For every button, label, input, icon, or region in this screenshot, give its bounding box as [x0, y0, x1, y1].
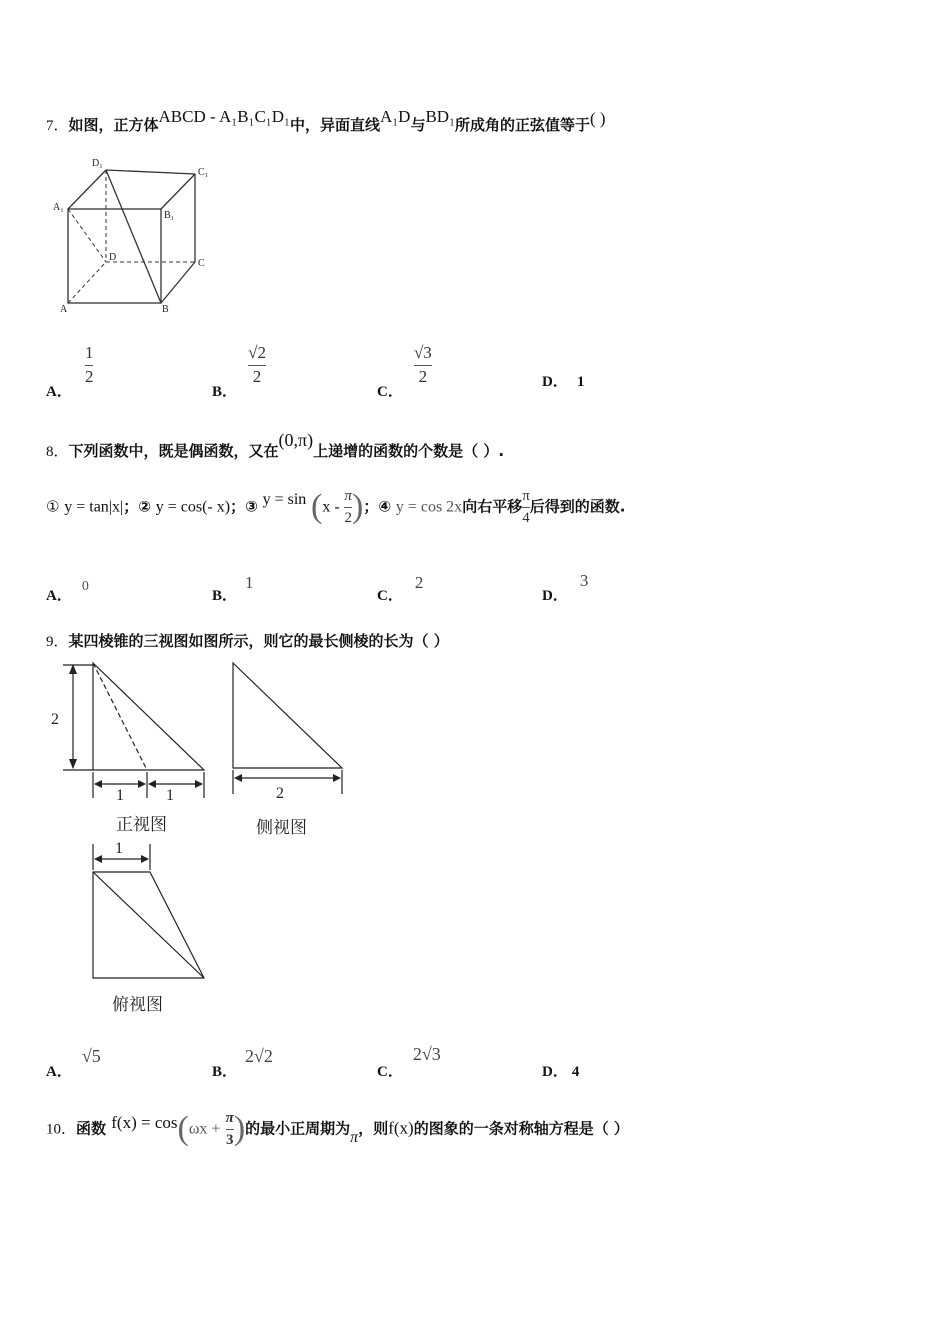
option-value: 0 [81, 579, 89, 594]
option-fraction [414, 344, 432, 386]
fraction-denominator: 3 [225, 1131, 234, 1148]
top-width-label: 1 [115, 840, 123, 857]
q8-text-b: 上递增的函数的个数是（ ）. [313, 442, 505, 460]
paren-open: ( [311, 488, 323, 525]
separator: ； [123, 497, 139, 516]
q7-number: 7． [46, 118, 69, 134]
option-letter: A． [46, 383, 72, 400]
edge-d1c1 [106, 170, 195, 174]
option-value: 2√3 [412, 1044, 441, 1064]
q9-number: 9． [46, 634, 69, 650]
q7-option-c[interactable] [377, 343, 432, 400]
q10-function-2: f(x) [388, 1118, 414, 1138]
q7-cube-name: ABCD - A₁B₁C₁D₁ [158, 107, 290, 126]
separator: ； [363, 497, 379, 516]
option-letter: D． [542, 1064, 568, 1080]
q8-interval: (0,π) [278, 430, 314, 450]
top-view-caption: 俯视图 [112, 995, 163, 1015]
f2-expression: y = cos(- x) [155, 498, 231, 516]
top-diagonal [93, 872, 204, 978]
option-value: 3 [579, 571, 589, 590]
f4-end: 后得到的函数. [529, 497, 626, 516]
side-view [228, 660, 348, 800]
fraction-numerator: π [225, 1110, 234, 1126]
fraction-denominator: 2 [252, 366, 262, 386]
option-letter: D． [542, 374, 568, 390]
front-width-label-2: 1 [166, 787, 174, 800]
q7-line2: BD₁ [425, 107, 455, 126]
option-letter: B． [212, 588, 238, 604]
label-d: D [109, 252, 117, 263]
q10-inner: ωx + [188, 1120, 221, 1138]
q10-text-d: 的图象的一条对称轴方程是（ ） [413, 1119, 629, 1138]
option-letter: A． [46, 1064, 72, 1080]
q10-number: 10． [46, 1121, 77, 1138]
side-view-caption: 侧视图 [256, 818, 307, 838]
option-letter: D． [542, 588, 568, 604]
option-value: 2√2 [245, 1046, 273, 1066]
q7-stem [46, 107, 606, 135]
fraction-numerator: 1 [84, 343, 94, 362]
q8-number: 8． [46, 444, 69, 460]
edge-bc [161, 262, 195, 303]
option-value: 2 [414, 573, 424, 592]
q9-option-d[interactable] [542, 1060, 579, 1081]
fraction-numerator: π [522, 488, 530, 504]
f1-expression: y = tan|x| [64, 498, 124, 516]
q9-option-b[interactable] [212, 1046, 273, 1080]
cube-figure [50, 152, 220, 318]
fraction-denominator: 2 [418, 366, 428, 386]
paren-open: ( [177, 1110, 189, 1147]
label-d1: D₁ [92, 158, 103, 169]
q10-function: f(x) = cos [111, 1112, 178, 1132]
q8-functions [46, 488, 625, 526]
q9-option-c[interactable] [377, 1044, 441, 1080]
fraction-denominator: 2 [84, 366, 94, 386]
q9-option-a[interactable] [46, 1046, 101, 1080]
front-view-caption: 正视图 [116, 815, 167, 835]
q10-stem [46, 1110, 629, 1148]
option-value: 4 [571, 1064, 580, 1080]
q8-option-b[interactable] [212, 572, 254, 604]
option-letter: B． [212, 383, 238, 400]
shift-fraction [522, 488, 530, 526]
f4-expression: y = cos 2x [395, 498, 463, 516]
label-a1: A₁ [53, 202, 64, 213]
option-fraction [85, 344, 94, 386]
option-value: 1 [245, 573, 254, 592]
f3-mark: ③ [245, 497, 258, 516]
q9-text: 某四棱锥的三视图如图所示，则它的最长侧棱的长为（ ） [68, 632, 449, 650]
option-letter: B． [212, 1064, 238, 1080]
q7-blank: ( ) [590, 109, 606, 128]
fraction-denominator: 2 [344, 509, 352, 526]
fraction-denominator: 4 [522, 509, 530, 526]
option-letter: C． [377, 588, 403, 604]
paren-close: ) [352, 488, 364, 525]
q7-option-a[interactable] [46, 343, 94, 400]
front-hidden-edge [93, 663, 147, 770]
q7-text-c: 与 [410, 116, 426, 134]
f1-mark: ① [46, 497, 60, 516]
f3-prefix: y = sin [262, 490, 307, 508]
front-width-label-1: 1 [116, 787, 124, 800]
paren-close: ) [233, 1110, 246, 1147]
label-c: C [198, 258, 205, 269]
edge-ad-hidden [68, 262, 106, 303]
f3-fraction [344, 488, 352, 526]
label-a: A [60, 304, 68, 315]
line-a1d-hidden [68, 209, 106, 262]
q8-stem [46, 430, 505, 461]
front-view [46, 660, 216, 800]
f3-inner: x - [322, 498, 340, 516]
option-value: √5 [81, 1046, 101, 1066]
q7-option-b[interactable] [212, 343, 266, 400]
q8-option-a[interactable] [46, 574, 89, 604]
label-c1: C₁ [198, 167, 209, 178]
option-value: 1 [576, 374, 585, 390]
q8-option-d[interactable] [542, 570, 589, 604]
fraction-numerator: √2 [248, 343, 266, 362]
label-b1: B₁ [164, 210, 175, 221]
q10-period: π [350, 1128, 359, 1146]
top-view [86, 838, 216, 984]
q10-text-c: ，则 [358, 1119, 389, 1138]
q7-text-a: 如图，正方体 [68, 116, 159, 134]
option-fraction [248, 344, 266, 386]
q7-text-d: 所成角的正弦值等于 [455, 116, 591, 134]
q10-fraction [226, 1110, 234, 1148]
fraction-numerator: √3 [413, 343, 432, 362]
q8-option-c[interactable] [377, 572, 424, 604]
option-letter: C． [377, 383, 403, 400]
front-height-label: 2 [51, 711, 59, 728]
f2-mark: ② [138, 497, 151, 516]
f4-text: 向右平移 [462, 497, 523, 516]
fraction-numerator: π [344, 488, 352, 504]
edge-b1c1 [161, 174, 195, 209]
side-width-label: 2 [276, 785, 284, 800]
q7-option-d[interactable] [542, 370, 584, 391]
q9-stem [46, 630, 449, 651]
q7-line1: A₁D [379, 107, 411, 126]
front-triangle [93, 663, 204, 770]
q8-text-a: 下列函数中，既是偶函数，又在 [68, 442, 279, 460]
q10-text-b: 的最小正周期为 [245, 1119, 351, 1138]
line-bd1 [106, 170, 161, 303]
edge-a1d1 [68, 170, 106, 209]
q10-text-a: 函数 [76, 1119, 107, 1138]
option-letter: C． [377, 1064, 403, 1080]
label-b: B [162, 304, 169, 315]
f4-mark: ④ [378, 497, 392, 516]
side-triangle [233, 663, 342, 768]
separator: ； [230, 497, 246, 516]
q7-text-b: 中，异面直线 [289, 116, 380, 134]
option-letter: A． [46, 588, 72, 604]
